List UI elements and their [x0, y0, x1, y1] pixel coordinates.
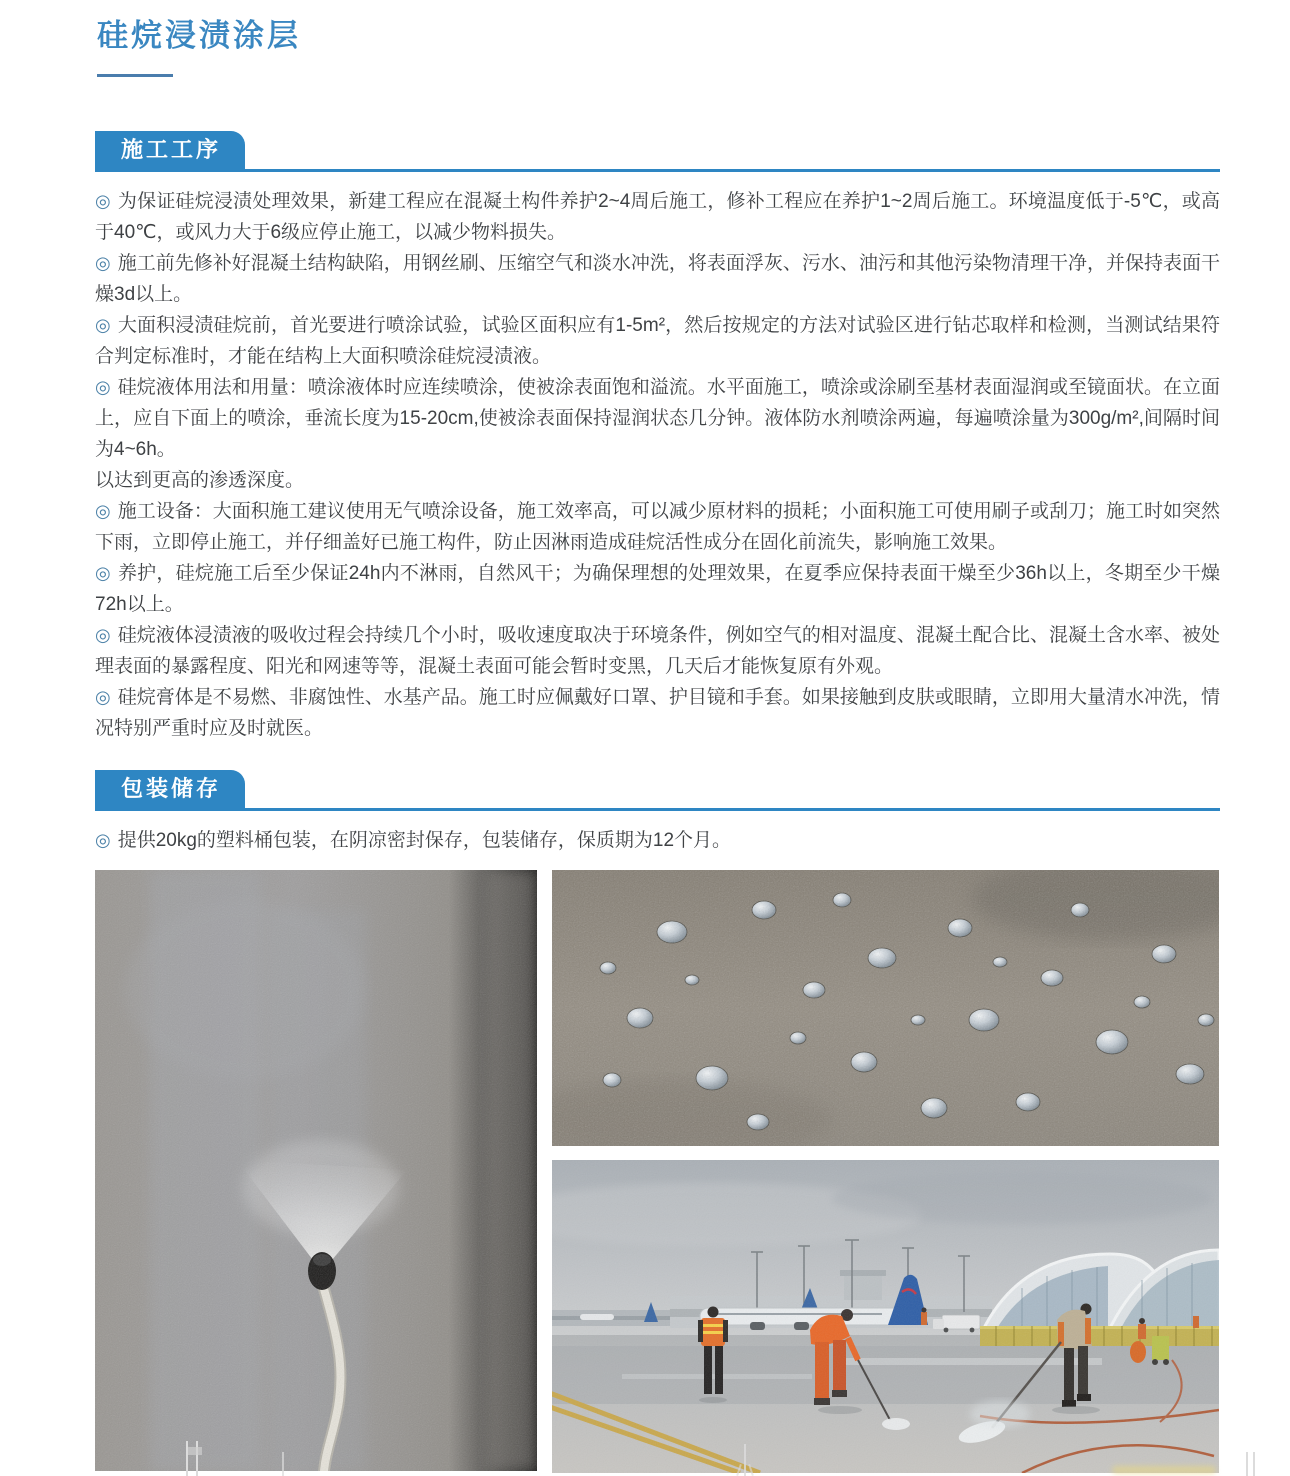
section-header-construction: [95, 131, 1220, 172]
paragraph: [95, 620, 1220, 682]
photo-gallery: [95, 870, 1220, 1473]
bullet-icon: ◎: [95, 830, 111, 850]
section-header-packaging: [95, 770, 1220, 811]
bullet-icon: ◎: [95, 501, 111, 521]
paragraph: [95, 372, 1220, 465]
paragraph-text: 为保证硅烷浸渍处理效果，新建工程应在混凝土构件养护2~4周后施工，修补工程应在养护1~2周后施工。环境温度低于-5℃，或高于40℃，或风力大于6级应停止施工，以减少物料损失。: [95, 191, 1220, 243]
water-beads-scene: [552, 870, 1219, 1146]
paragraph: [95, 310, 1220, 372]
section-badge-packaging: 包装储存: [95, 770, 245, 808]
paragraph-continuation: [95, 465, 1220, 496]
bullet-icon: ◎: [95, 315, 111, 335]
construction-paragraphs: [95, 186, 1220, 744]
bullet-icon: ◎: [95, 191, 111, 211]
packaging-paragraphs: [95, 825, 1220, 856]
photo-wall-spraying: [95, 870, 537, 1471]
bottom-faint-line: [282, 1452, 284, 1476]
bottom-faint-line: [744, 1444, 746, 1476]
paragraph-text: 以达到更高的渗透深度。: [95, 470, 305, 491]
photo-airport-apron: [552, 1160, 1219, 1473]
title-underline: [97, 74, 173, 77]
bullet-icon: ◎: [95, 625, 111, 645]
bullet-icon: ◎: [95, 377, 111, 397]
paragraph-text: 提供20kg的塑料桶包装，在阴凉密封保存，包装储存，保质期为12个月。: [117, 830, 732, 851]
paragraph: [95, 496, 1220, 558]
paragraph-text: 施工设备：大面积施工建议使用无气喷涂设备，施工效率高，可以减少原材料的损耗；小面积施工可使用刷子或刮刀；施工时如突然下雨，立即停止施工，并仔细盖好已施工构件，防止因淋雨造成硅烷活性成分在固化前流失，影响施工效果。: [95, 501, 1220, 553]
paragraph-text: 施工前先修补好混凝土结构缺陷，用钢丝刷、压缩空气和淡水冲洗，将表面浮灰、污水、油污和其他污染物清理干净，并保持表面干燥3d以上。: [95, 253, 1220, 305]
bottom-faint-mark: [188, 1447, 202, 1455]
paragraph-text: 养护，硅烷施工后至少保证24h内不淋雨，自然风干；为确保理想的处理效果，在夏季应保持表面干燥至少36h以上，冬期至少干燥72h以上。: [95, 563, 1220, 615]
paragraph: [95, 682, 1220, 744]
paragraph: [95, 186, 1220, 248]
bottom-yellow-smudge: [1112, 1466, 1216, 1474]
photo-water-beads: [552, 870, 1219, 1146]
paragraph: [95, 248, 1220, 310]
paragraph-text: 大面积浸渍硅烷前，首光要进行喷涂试验，试验区面积应有1-5m²，然后按规定的方法对试验区进行钻芯取样和检测，当测试结果符合判定标准时，才能在结构上大面积喷涂硅烷浸渍液。: [95, 315, 1220, 367]
paragraph-text: 硅烷液体浸渍液的吸收过程会持续几个小时，吸收速度取决于环境条件，例如空气的相对温度、混凝土配合比、混凝土含水率、被处理表面的暴露程度、阳光和网速等等，混凝土表面可能会暂时变黑，几天后才能恢复原有外观。: [95, 625, 1220, 677]
bottom-faint-line: [1246, 1452, 1248, 1476]
wall-spray-scene: [95, 870, 537, 1471]
bullet-icon: ◎: [95, 687, 111, 707]
paragraph-text: 硅烷液体用法和用量：喷涂液体时应连续喷涂，使被涂表面饱和溢流。水平面施工，喷涂或涂刷至基材表面湿润或至镜面状。在立面上，应自下面上的喷涂，垂流长度为15-20cm,使被涂表面保持湿润状态几分钟。液体防水剂喷涂两遍，每遍喷涂量为300g/m²,间隔时间为4~6h。: [95, 377, 1220, 460]
paragraph: [95, 825, 1220, 856]
airport-scene: [552, 1160, 1219, 1473]
page-content: [95, 0, 1220, 1473]
bullet-icon: ◎: [95, 563, 111, 583]
photo-column-right: [552, 870, 1219, 1473]
paragraph-text: 硅烷膏体是不易燃、非腐蚀性、水基产品。施工时应佩戴好口罩、护目镜和手套。如果接触到皮肤或眼睛，立即用大量清水冲洗，情况特别严重时应及时就医。: [95, 687, 1220, 739]
bottom-faint-line: [1253, 1452, 1255, 1476]
paragraph: [95, 558, 1220, 620]
bullet-icon: ◎: [95, 253, 111, 273]
page-title: 硅烷浸渍涂层: [97, 18, 301, 53]
section-badge-construction: 施工工序: [95, 131, 245, 169]
